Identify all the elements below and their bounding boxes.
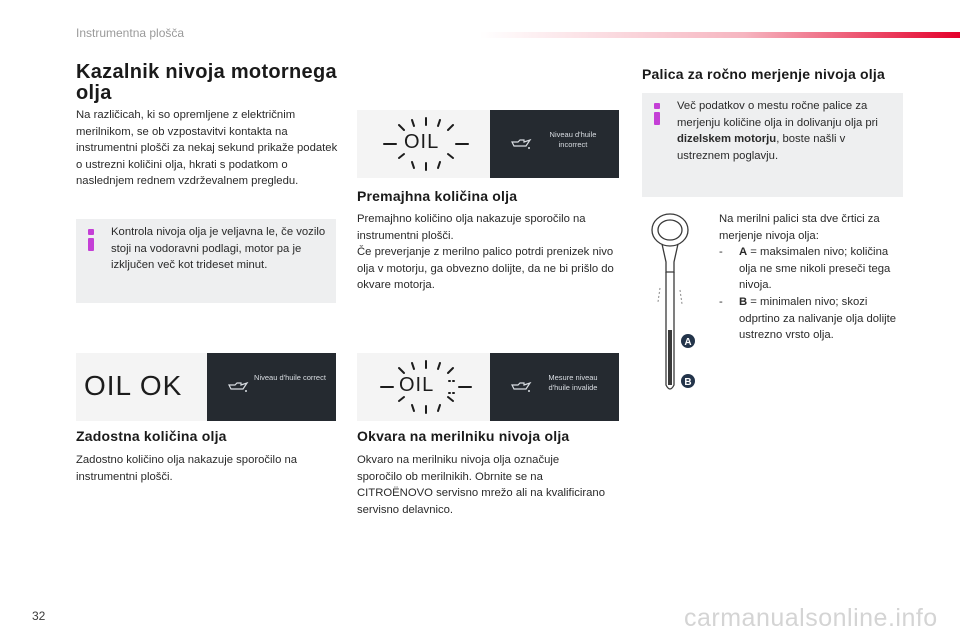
oil-can-icon	[510, 138, 532, 153]
label-a: A	[684, 337, 692, 348]
watermark: carmanualsonline.info	[684, 604, 938, 632]
sufficient-oil-text: Zadostno količino olja nakazuje sporočilo na instrumentni plošči.	[76, 454, 298, 483]
panel-message: Niveau d'huile correct	[254, 373, 326, 382]
page-number: 32	[32, 609, 46, 623]
oil-can-icon	[227, 381, 249, 396]
info-icon	[654, 103, 660, 125]
low-oil-text-2: Če preverjanje z merilno palico potrdi prenizek nivo olja v motorju, ga obvezno dolijte, da ne bi prišlo do okvare motorja.	[357, 246, 614, 292]
oil-display: OIL	[404, 131, 440, 153]
panel-message: Mesure niveau d'huile invalide	[548, 373, 598, 392]
display-panel-oil-low	[357, 110, 619, 178]
dipstick-description	[719, 211, 905, 344]
dipstick-illustration	[646, 210, 702, 400]
intro-paragraph: Na različicah, ki so opremljene z električnim merilnikom, se ob vzpostavitvi kontakta na instrumentni plošči za nekaj sekund prikaže podatek o ustrezni količini olja, hkrati s podatkom o naslednjem rednem vzdrževalnem pregledu.	[76, 109, 338, 188]
panel-message: Niveau d'huile incorrect	[549, 130, 597, 149]
info-icon	[88, 229, 94, 251]
display-panel-oil-invalid	[357, 353, 619, 421]
header-accent-bar	[480, 32, 960, 38]
info-text: Več podatkov o mestu ročne palice za merjenju količine olja in dolivanju olja pri dizelskem motorju, boste našli v ustreznem poglavju.	[677, 100, 878, 162]
info-box-dipstick	[642, 93, 903, 197]
section-title: Instrumentna plošča	[76, 26, 185, 40]
subtitle-sufficient-oil: Zadostna količina olja	[76, 428, 227, 444]
gauge-fault-text: Okvaro na merilniku nivoja olja označuje sporočilo ob merilnikih. Obrnite se na CITROËNOVO servisno mrežo ali na kvalificirano servisno delavnico.	[357, 454, 605, 516]
oil-ok-display: OIL OK	[84, 370, 183, 401]
low-oil-text-1: Premajhno količino olja nakazuje sporočilo na instrumentni plošči.	[357, 213, 586, 242]
info-text: Kontrola nivoja olja je veljavna le, če vozilo stoji na vodoravni podlagi, motor pa je izključen več kot trideset minut.	[111, 226, 326, 272]
dipstick-title: Palica za ročno merjenje nivoja olja	[642, 66, 885, 82]
list-item-min: - B = minimalen nivo; skozi odprtino za nalivanje olja dolijte ustrezno vrsto olja.	[719, 295, 897, 342]
list-item-max: - A = maksimalen nivo; količina olja ne sme nikoli preseči tega nivoja.	[719, 246, 891, 292]
subtitle-low-oil: Premajhna količina olja	[357, 188, 518, 204]
info-box-oil-check	[76, 219, 336, 303]
subtitle-gauge-fault: Okvara na merilniku nivoja olja	[357, 428, 570, 444]
dipstick-intro: Na merilni palici sta dve črtici za merjenje nivoja olja:	[719, 213, 880, 242]
oil-display: OIL	[399, 374, 435, 396]
display-panel-oil-ok	[76, 353, 336, 421]
oil-can-icon	[510, 381, 532, 396]
page-title: Kazalnik nivoja motornega olja	[76, 61, 337, 104]
label-b: B	[684, 377, 692, 388]
